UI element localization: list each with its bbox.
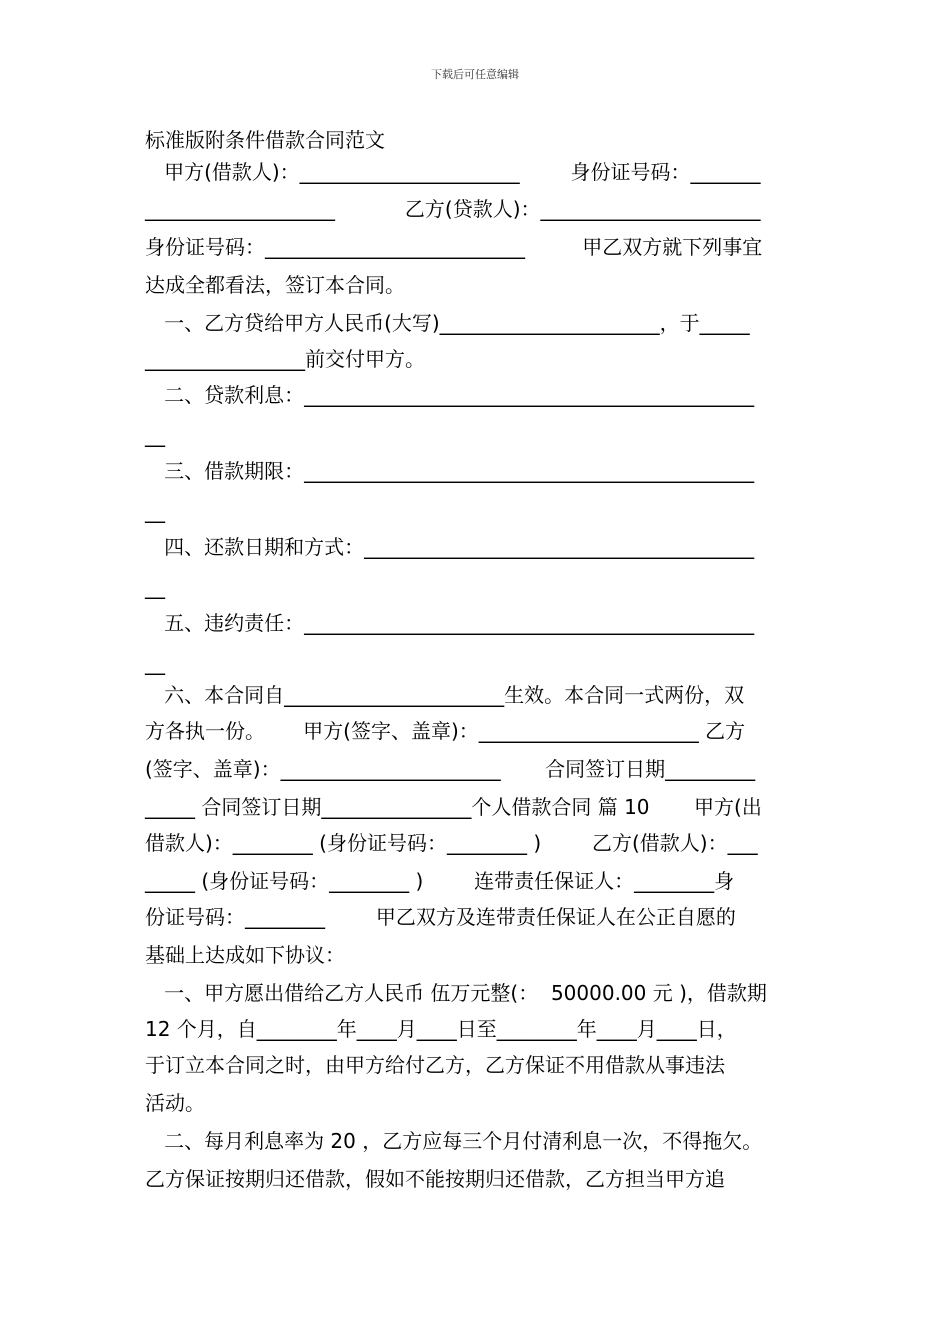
text-line: 份证号码：________ 甲乙双方及连带责任保证人在公正自愿的: [145, 905, 736, 929]
text-line: __: [145, 423, 165, 447]
text-line: 于订立本合同之时，由甲方给付乙方，乙方保证不用借款从事违法: [145, 1053, 725, 1077]
text-line: ___________________ 乙方(贷款人)：______________________: [145, 197, 761, 221]
text-line: _____ 合同签订日期_______________个人借款合同 篇 10 甲方(出: [145, 795, 762, 819]
text-line: 五、违约责任：_____________________________________________: [145, 611, 755, 635]
text-line: 二、每月利息率为 20 ，乙方应每三个月付清利息一次，不得拖欠。: [145, 1129, 763, 1153]
text-line: __: [145, 499, 165, 523]
text-line: 活动。: [145, 1091, 205, 1115]
text-line: 一、甲方愿出借给乙方人民币 伍万元整(： 50000.00 元 )，借款期: [145, 981, 767, 1005]
text-line: 借款人)：________ (身份证号码：________ ) 乙方(借款人)：___: [145, 831, 758, 855]
text-line: 四、还款日期和方式：_______________________________________: [145, 535, 755, 559]
text-line: 身份证号码：__________________________ 甲乙双方就下列事宜: [145, 235, 763, 259]
text-line: (签字、盖章)：______________________ 合同签订日期_________: [145, 757, 756, 781]
document-title: 标准版附条件借款合同范文: [145, 128, 385, 152]
text-line: 甲方(借款人)：______________________ 身份证号码：_______: [145, 160, 761, 184]
text-line: ________________前交付甲方。: [145, 347, 425, 371]
text-line: 基础上达成如下协议：: [145, 943, 345, 967]
text-line: 乙方保证按期归还借款，假如不能按期归还借款，乙方担当甲方追: [145, 1167, 725, 1191]
text-line: 12 个月，自________年____月____日至________年____月____日，: [145, 1017, 737, 1041]
text-line: 达成全都看法，签订本合同。: [145, 273, 405, 297]
text-line: 一、乙方贷给甲方人民币(大写)______________________，于_____: [145, 311, 750, 335]
text-line: 三、借款期限：_____________________________________________: [145, 459, 755, 483]
text-line: 二、贷款利息：_____________________________________________: [145, 383, 755, 407]
page-header: 下载后可任意编辑: [431, 68, 519, 81]
text-line: 方各执一份。 甲方(签字、盖章)：______________________ 乙方: [145, 719, 746, 743]
text-line: _____ (身份证号码：________ ) 连带责任保证人：________身: [145, 869, 735, 893]
text-line: 六、本合同自______________________生效。本合同一式两份，双: [145, 683, 745, 707]
text-line: __: [145, 651, 165, 675]
text-line: __: [145, 575, 165, 599]
